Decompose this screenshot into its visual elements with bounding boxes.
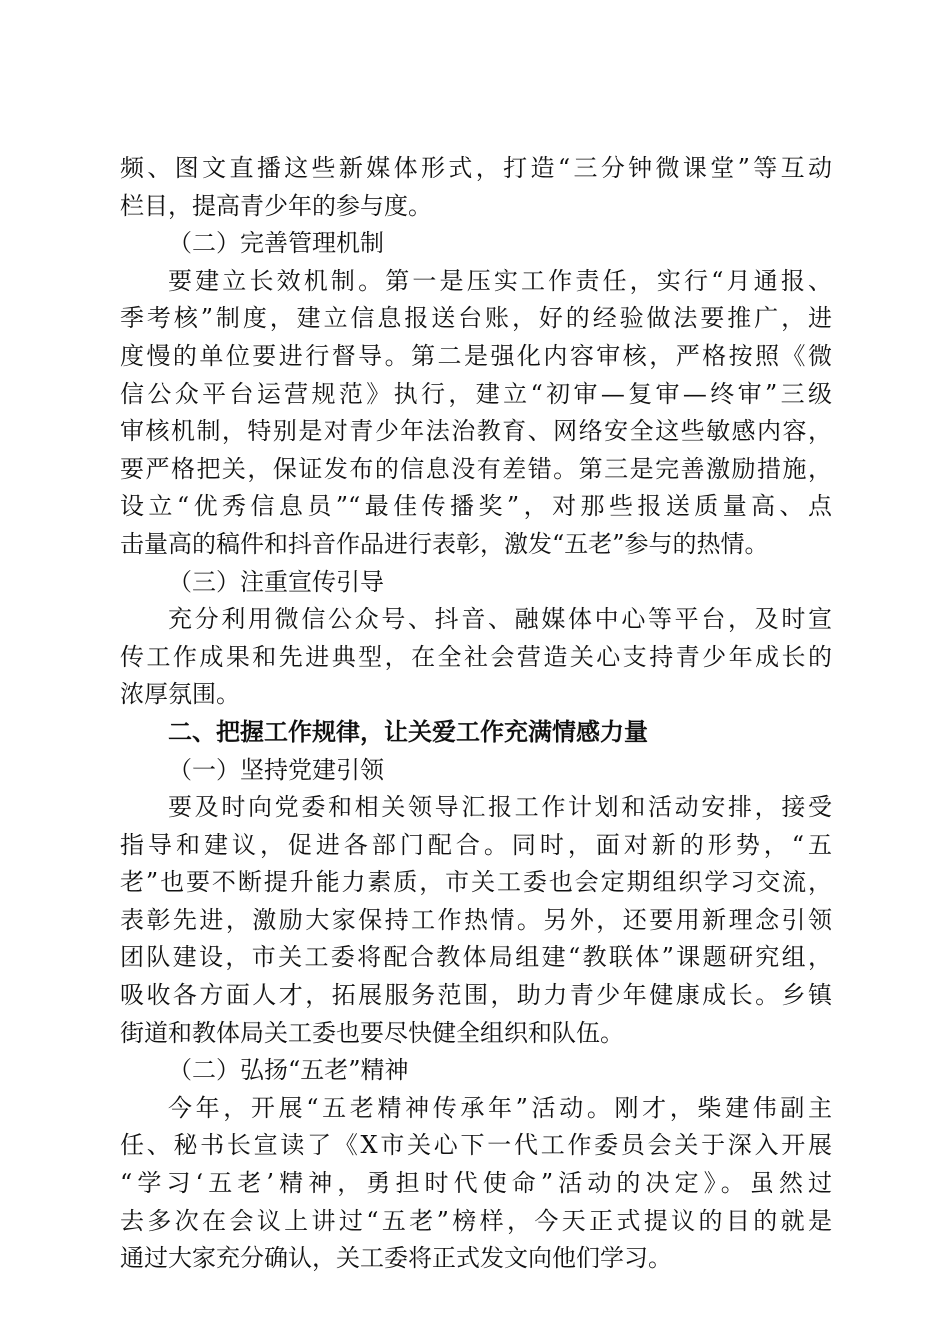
text-line: 审核机制，特别是对青少年法治教育、网络安全这些敏感内容，: [120, 417, 832, 446]
text-line: 老”也要不断提升能力素质，市关工委也会定期组织学习交流，: [120, 868, 832, 897]
text-line: 频、图文直播这些新媒体形式，打造“三分钟微课堂”等互动: [120, 154, 832, 182]
text-line: “学习‘五老’精神，勇担时代使命”活动的决定》。虽然过: [120, 1169, 832, 1198]
text-line: 团队建设，市关工委将配合教体局组建“教联体”课题研究组，: [120, 943, 832, 972]
text-line: 通过大家充分确认，关工委将正式发文向他们学习。: [120, 1244, 672, 1273]
section-heading: （二）弘扬“五老”精神: [168, 1056, 409, 1085]
text-line: 任、秘书长宣读了《X市关心下一代工作委员会关于深入开展: [120, 1131, 832, 1160]
text-line: 要及时向党委和相关领导汇报工作计划和活动安排，接受: [168, 793, 832, 822]
text-line: 去多次在会议上讲过“五老”榜样，今天正式提议的目的就是: [120, 1206, 832, 1235]
text-line: 栏目，提高青少年的参与度。: [120, 191, 432, 220]
text-line: 浓厚氛围。: [120, 680, 240, 709]
text-line: 度慢的单位要进行督导。第二是强化内容审核，严格按照《微: [120, 341, 832, 370]
text-line: 指导和建议，促进各部门配合。同时，面对新的形势，“五: [120, 830, 832, 859]
text-line: 击量高的稿件和抖音作品进行表彰，激发“五老”参与的热情。: [120, 529, 769, 558]
chapter-heading: 二、把握工作规律，让关爱工作充满情感力量: [168, 717, 648, 746]
section-heading: （一）坚持党建引领: [168, 755, 384, 784]
section-heading: （二）完善管理机制: [168, 229, 384, 258]
text-line: 表彰先进，激励大家保持工作热情。另外，还要用新理念引领: [120, 905, 832, 934]
text-line: 设立“优秀信息员”“最佳传播奖”，对那些报送质量高、点: [120, 492, 832, 521]
document-body: [120, 150, 832, 1278]
text-line: 充分利用微信公众号、抖音、融媒体中心等平台，及时宣: [168, 605, 832, 634]
text-line: 今年，开展“五老精神传承年”活动。刚才，柴建伟副主: [168, 1093, 832, 1122]
text-line: 吸收各方面人才，拓展服务范围，助力青少年健康成长。乡镇: [120, 981, 832, 1010]
section-heading: （三）注重宣传引导: [168, 567, 384, 596]
text-line: 要建立长效机制。第一是压实工作责任，实行“月通报、: [168, 266, 832, 295]
text-line: 要严格把关，保证发布的信息没有差错。第三是完善激励措施，: [120, 454, 832, 483]
text-line: 街道和教体局关工委也要尽快健全组织和队伍。: [120, 1018, 624, 1047]
text-line: 信公众平台运营规范》执行，建立“初审—复审—终审”三级: [120, 379, 832, 408]
text-line: 传工作成果和先进典型，在全社会营造关心支持青少年成长的: [120, 642, 832, 671]
text-line: 季考核”制度，建立信息报送台账，好的经验做法要推广，进: [120, 304, 832, 333]
